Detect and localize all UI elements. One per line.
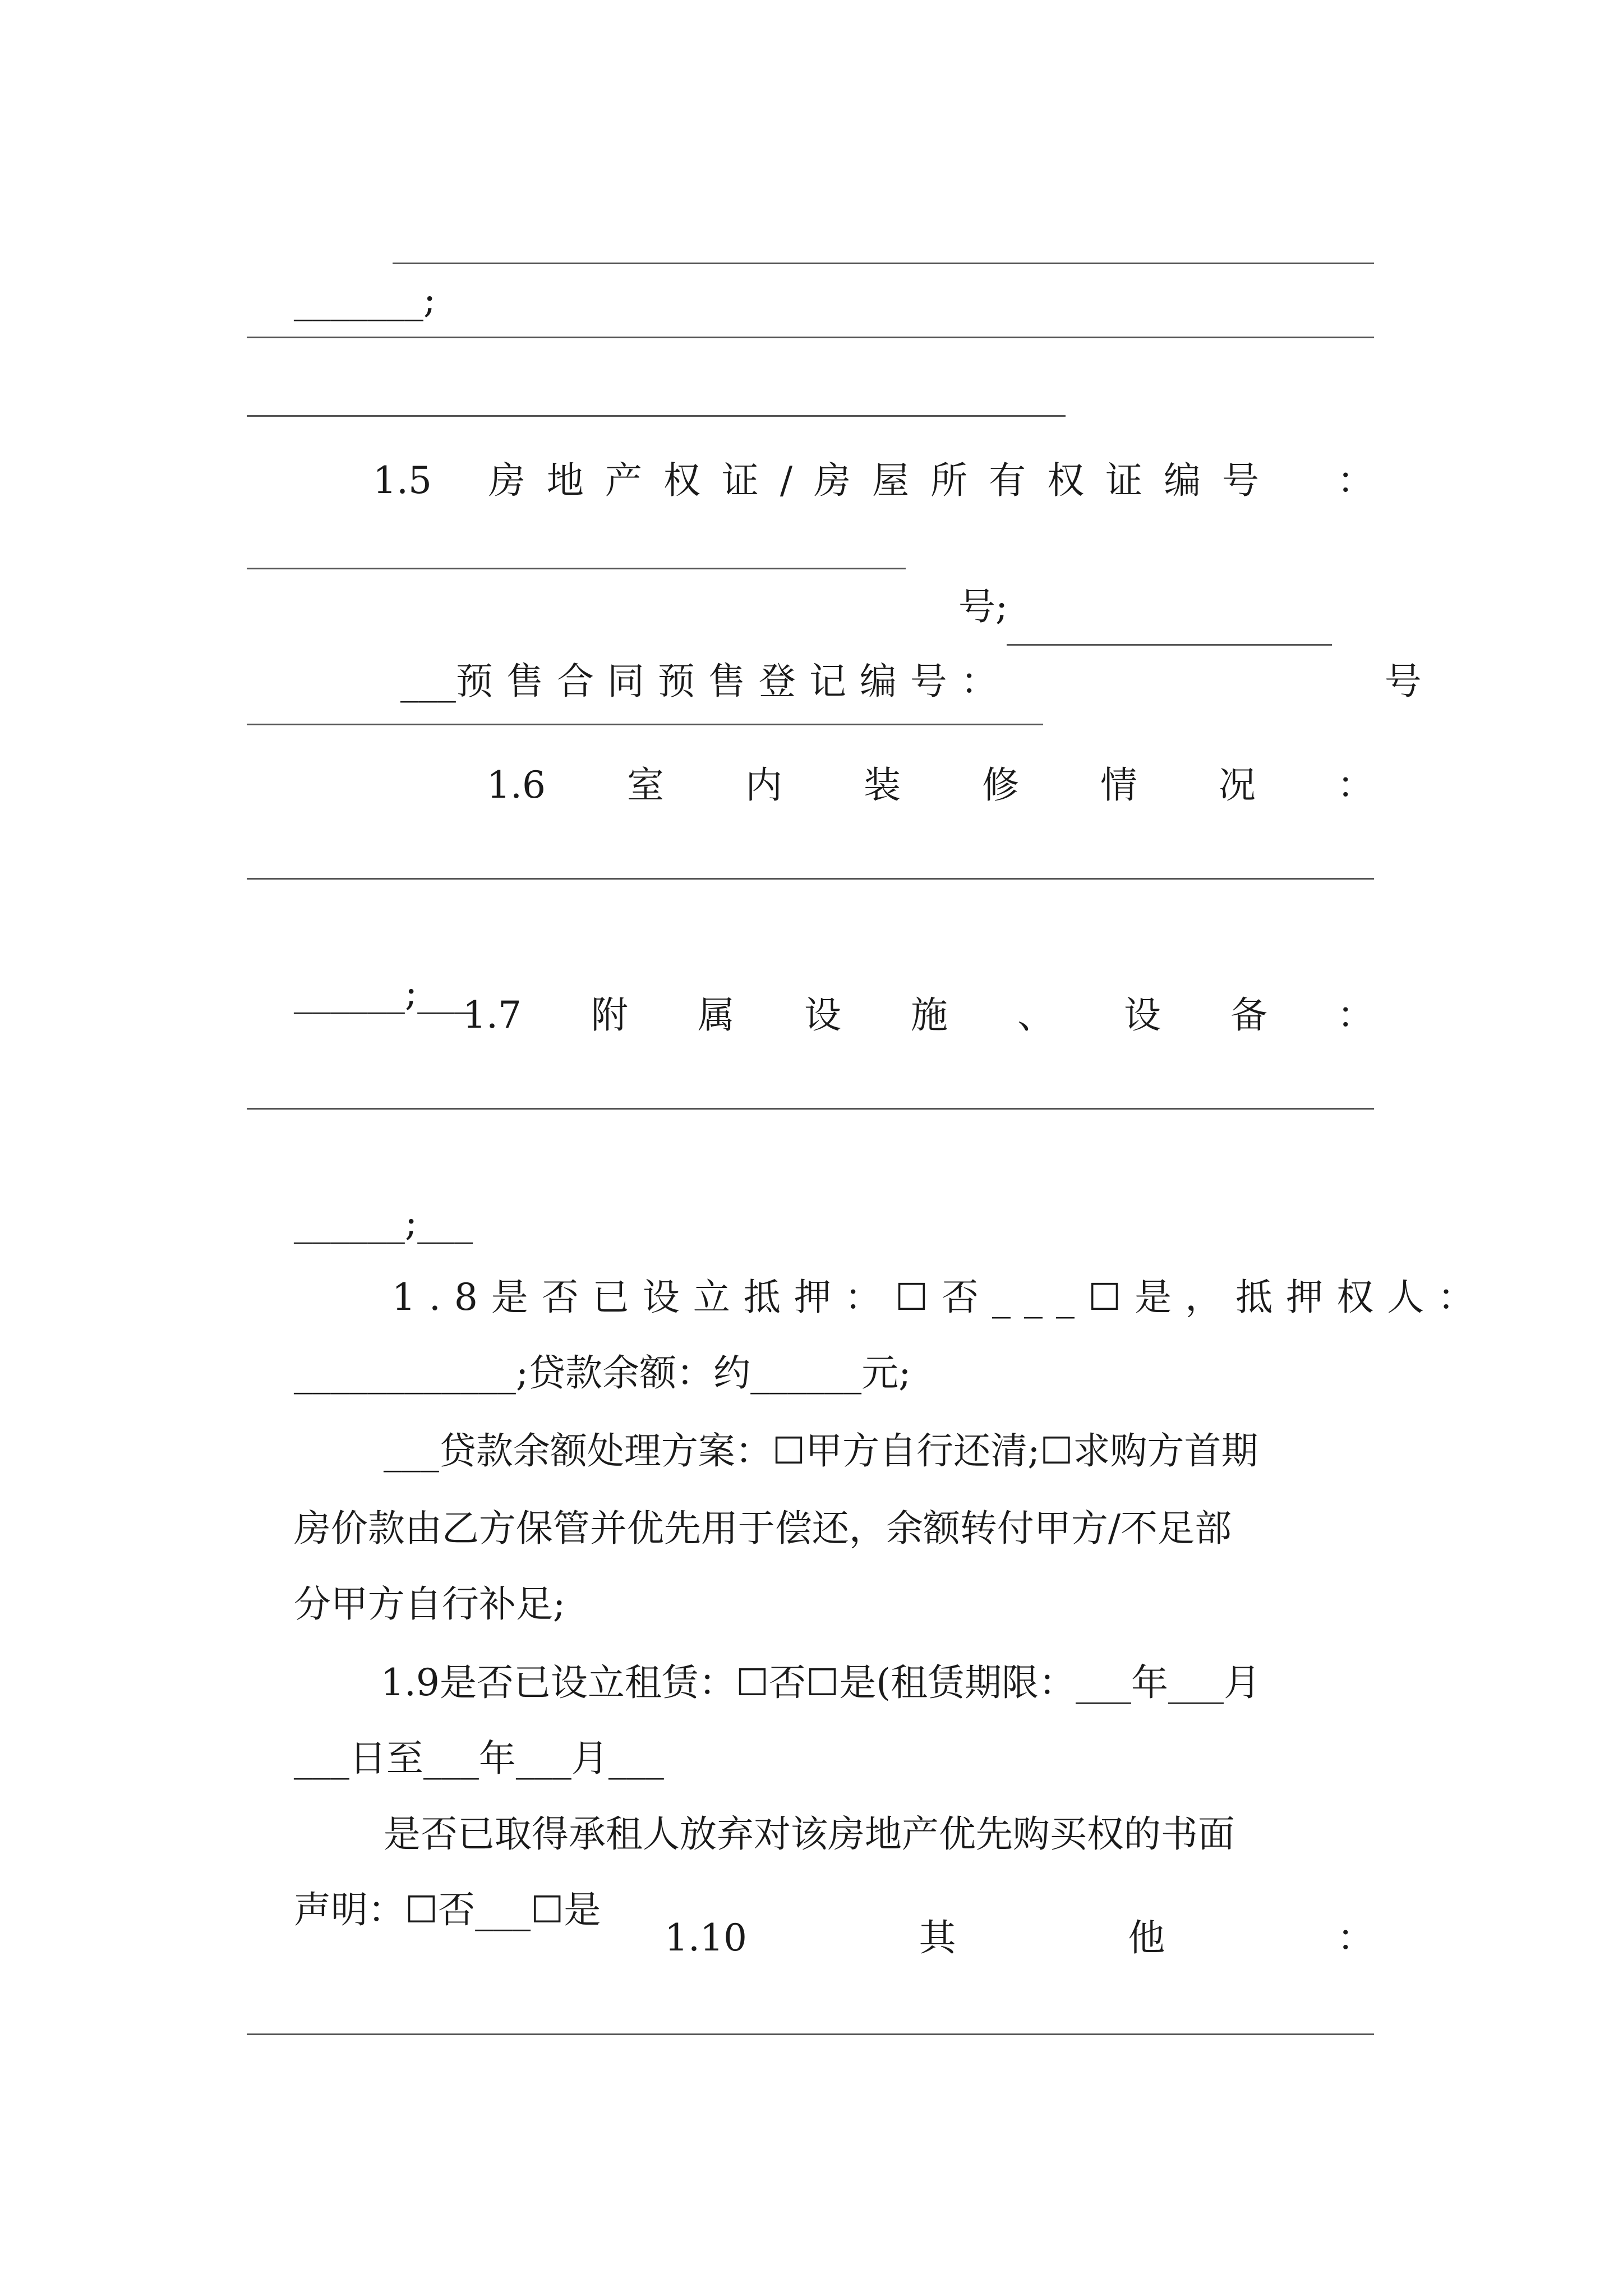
section-number: 1.10 (665, 1916, 747, 1959)
label-char: 属 (697, 993, 735, 1037)
section-number: 1.7 (463, 993, 522, 1037)
section-label: 房地产权证/房屋所有权证编号 (488, 459, 1281, 502)
tenant-waiver-line-2: 声明：☐否___☐是 (293, 1888, 601, 1931)
loan-handling-line-3: 分甲方自行补足; (293, 1582, 566, 1626)
underline-rule (1007, 644, 1332, 646)
underline-rule (247, 724, 1043, 725)
section-1-9-lease: 1.9是否已设立租赁：☐否☐是(租赁期限：___年___月 (380, 1661, 1261, 1704)
section-1-5-heading (373, 455, 1374, 506)
label-char: 他 (1128, 1916, 1165, 1959)
underline-rule (247, 2033, 1374, 2035)
underline-rule (247, 568, 906, 569)
label-char: 修 (981, 763, 1019, 807)
section-number: 1.5 (373, 459, 432, 502)
cert-number-suffix: 号; (958, 585, 1008, 628)
section-1-6-heading (487, 760, 1374, 811)
blank-line-1 (247, 224, 1374, 321)
label-char: 室 (626, 763, 664, 807)
section-1-7-blank: ______;___ (293, 1201, 473, 1244)
label-char: ： (1336, 1916, 1374, 1959)
underline-rule (393, 263, 1374, 264)
blank-prefix: ___ (400, 660, 456, 703)
label-char: 设 (1123, 993, 1161, 1037)
label-char: 附 (591, 993, 628, 1037)
section-1-10-heading (665, 1913, 1374, 1963)
label-char: 备 (1230, 993, 1267, 1037)
underline-rule (247, 1108, 1374, 1110)
label-char: ： (1336, 763, 1374, 807)
presale-label-text: 预售合同预售登记编号： (455, 660, 1011, 703)
loan-handling-line-1: ___贷款余额处理方案：☐甲方自行还清;☐求购方首期 (383, 1429, 1258, 1473)
loan-handling-line-2: 房价款由乙方保管并优先用于偿还，余额转付甲方/不足部 (293, 1507, 1232, 1550)
presale-number-suffix: 号 (1384, 660, 1422, 703)
blank-text: _______; (293, 278, 436, 321)
label-char: ： (1336, 993, 1374, 1037)
label-char: 设 (804, 993, 841, 1037)
section-1-9-lease-end: ___日至___年___月___ (293, 1737, 664, 1780)
underline-rule (247, 878, 1374, 880)
section-1-6-blank: ______;___ (293, 971, 473, 1014)
label-char: 、 (1017, 993, 1054, 1037)
tenant-waiver-line-1: 是否已取得承租人放弃对该房地产优先购买权的书面 (383, 1812, 1235, 1856)
section-1-8-mortgage: 1.8是否已设立抵押：☐否___☐是，抵押权人： (391, 1276, 1488, 1319)
label-char: 装 (863, 763, 901, 807)
presale-registration-label (353, 606, 1026, 703)
section-1-7-heading (463, 990, 1374, 1041)
label-char: 况 (1218, 763, 1256, 807)
colon: ： (1337, 459, 1374, 502)
section-number: 1.6 (487, 763, 546, 807)
underline-rule (247, 415, 1066, 417)
section-1-8-loan-balance: ____________;贷款余额：约______元; (293, 1351, 911, 1395)
label-char: 内 (745, 763, 782, 807)
label-char: 施 (910, 993, 948, 1037)
label-char: 其 (919, 1916, 956, 1959)
underline-rule (247, 337, 1374, 338)
label-char: 情 (1100, 763, 1137, 807)
